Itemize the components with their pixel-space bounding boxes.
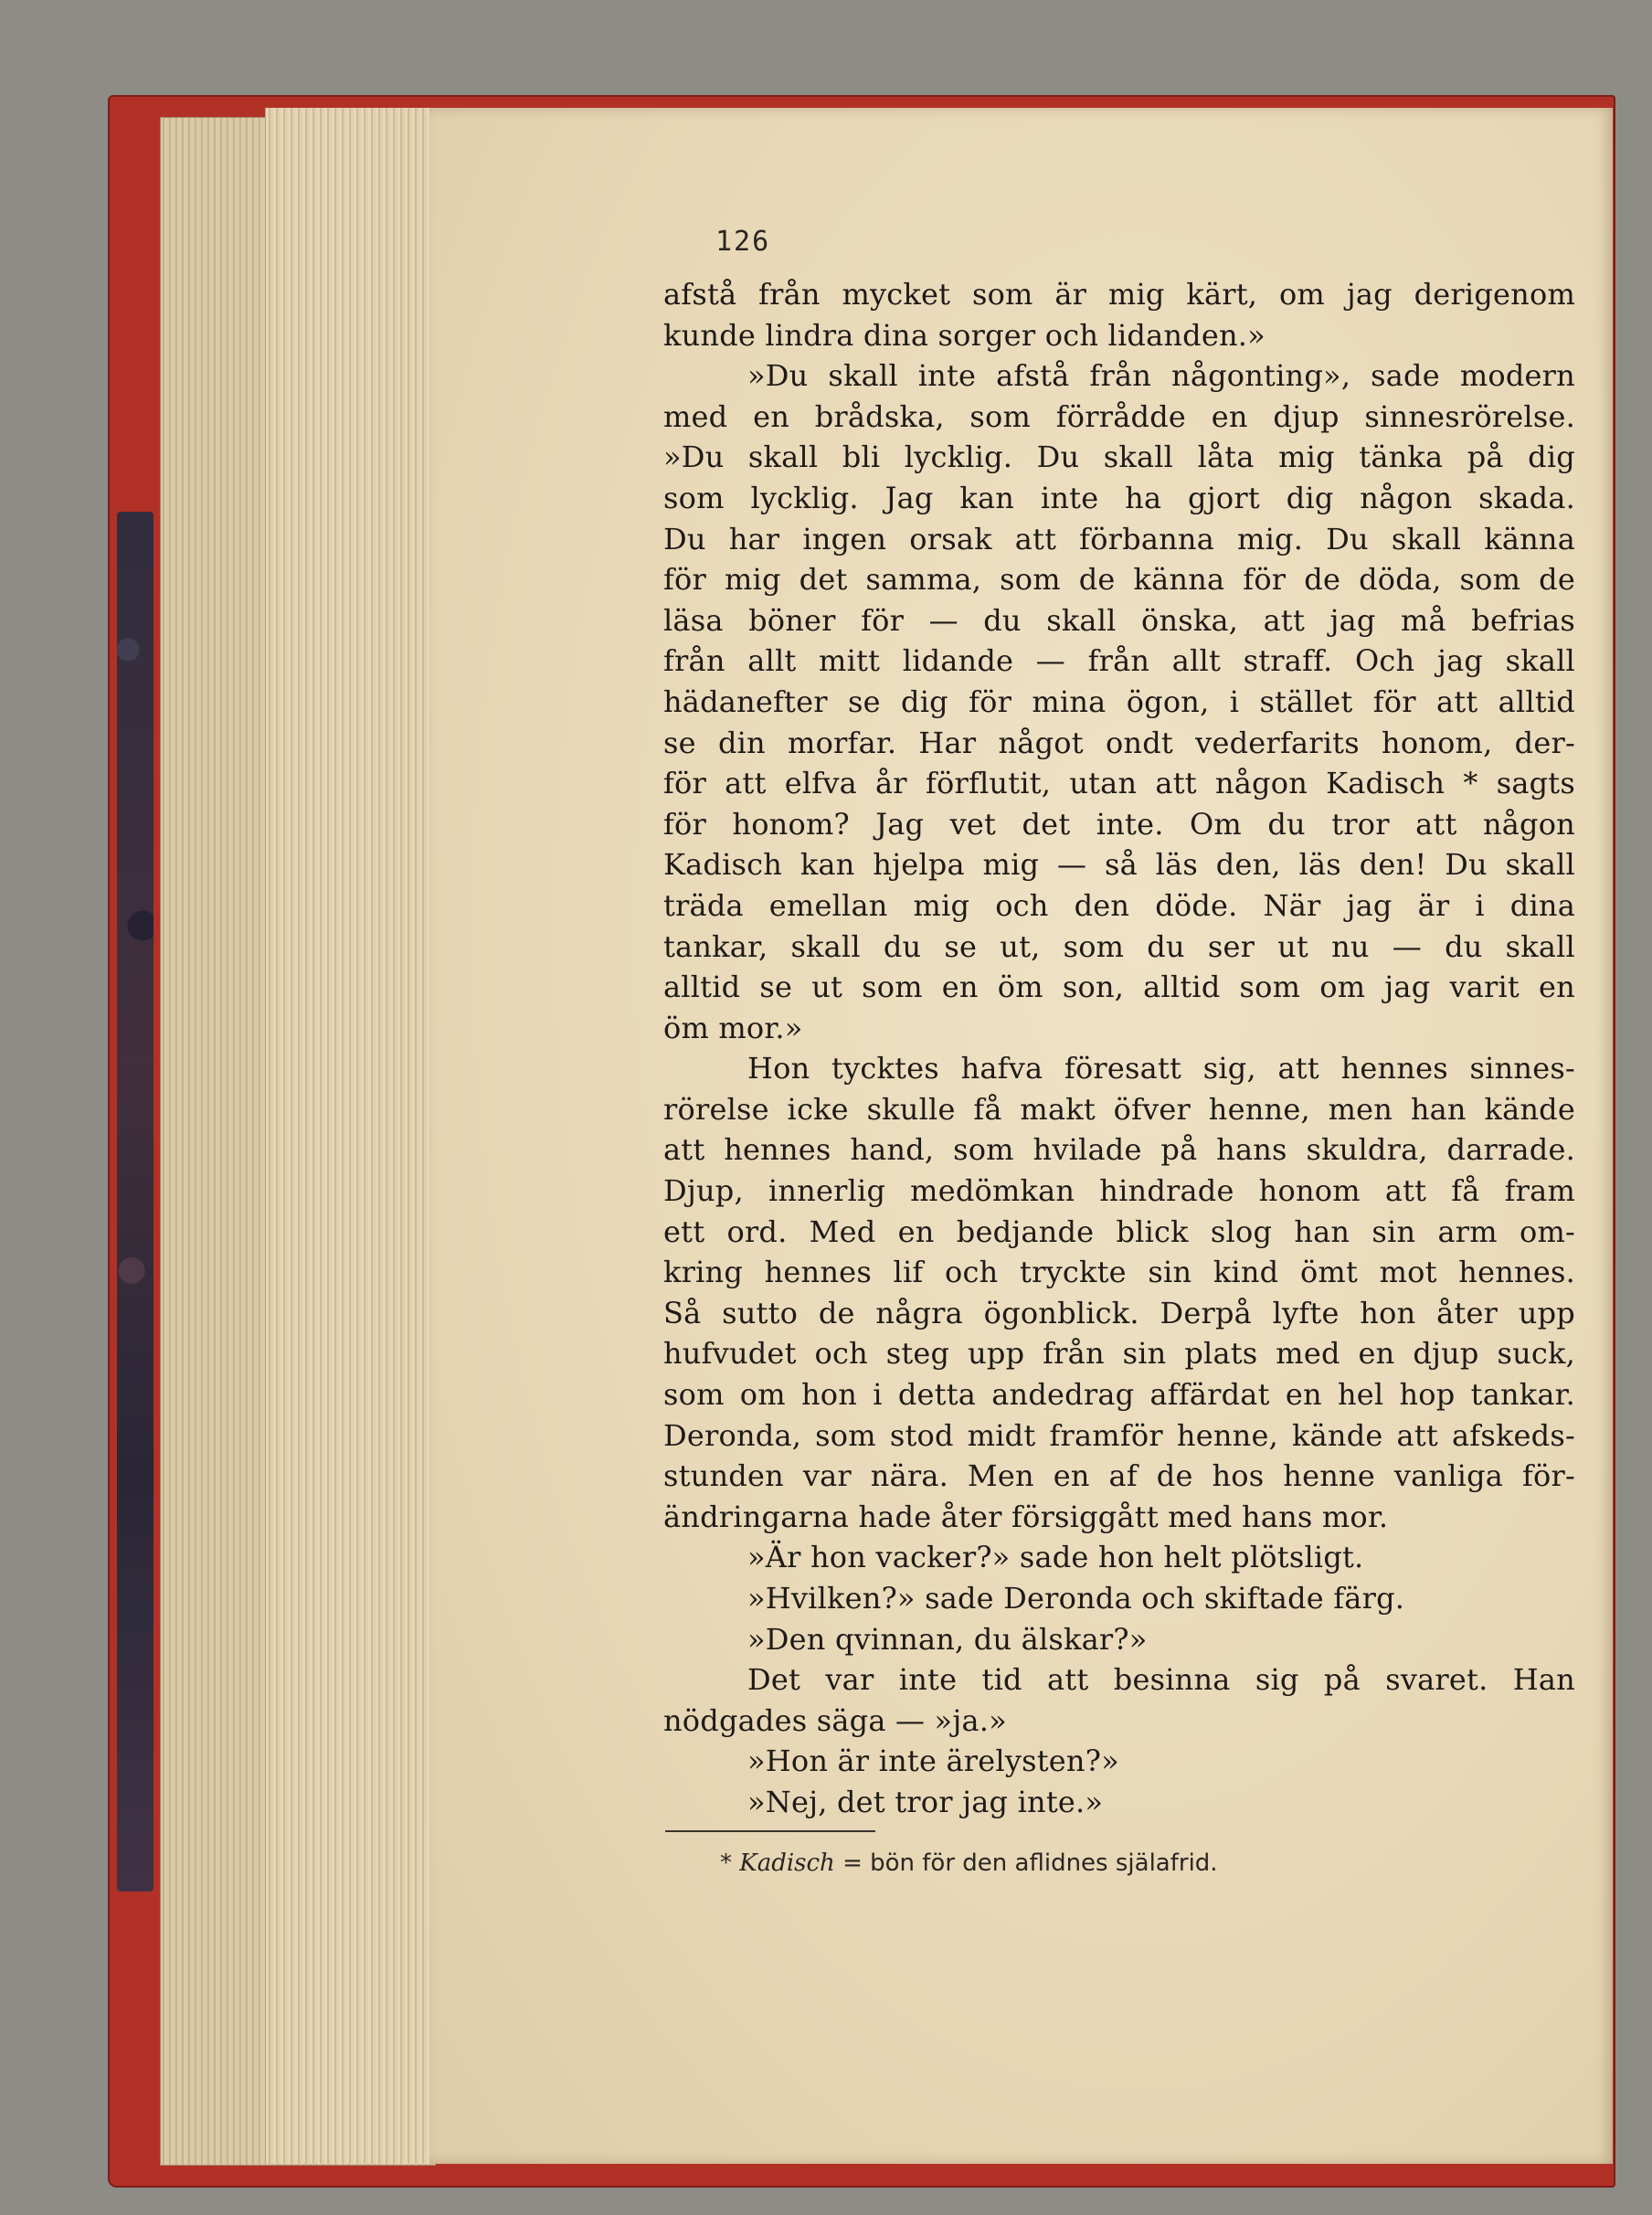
page-stack-inner — [265, 108, 449, 2164]
text-line: »Du skall bli lycklig. Du skall låta mig tänka på dig — [663, 440, 1575, 475]
text-line: ett ord. Med en bedjande blick slog han sin arm om- — [663, 1213, 1575, 1249]
text-line: »Hvilken?» sade Deronda och skiftade färg. — [747, 1581, 1405, 1616]
footnote — [720, 1849, 1218, 1877]
text-line: alltid se ut som en öm son, alltid som om jag varit en — [663, 970, 1575, 1005]
text-line: kring hennes lif och tryckte sin kind ömt mot hennes. — [663, 1255, 1575, 1290]
text-line: »Du skall inte afstå från någonting», sade modern — [747, 358, 1575, 394]
text-line: kunde lindra dina sorger och lidanden.» — [663, 317, 1265, 353]
text-line: för att elfva år förflutit, utan att någon Kadisch * sagts — [663, 766, 1575, 801]
text-line: hufvudet och steg upp från sin plats med en djup suck, — [663, 1336, 1575, 1372]
footnote-term: Kadisch — [739, 1849, 843, 1877]
text-line: se din morfar. Har något ondt vederfarits honom, der- — [663, 725, 1575, 760]
text-line: som om hon i detta andedrag affärdat en hel hop tankar. — [663, 1377, 1575, 1413]
marbled-spine-edge — [117, 512, 154, 1892]
text-line: ändringarna hade åter försiggått med hans mor. — [663, 1499, 1389, 1534]
text-line: att hennes hand, som hvilade på hans skuldra, darrade. — [663, 1132, 1575, 1168]
text-line: »Är hon vacker?» sade hon helt plötsligt. — [747, 1540, 1364, 1575]
text-line: Du har ingen orsak att förbanna mig. Du skall känna — [663, 521, 1575, 556]
text-line: Deronda, som stod midt framför henne, kände att afskeds- — [663, 1417, 1575, 1453]
text-line: nödgades säga — »ja.» — [663, 1702, 1007, 1738]
text-line: Hon tycktes hafva föresatt sig, att hennes sinnes- — [747, 1051, 1575, 1086]
text-line: »Den qvinnan, du älskar?» — [747, 1621, 1148, 1657]
text-line: träda emellan mig och den döde. När jag är i dina — [663, 887, 1575, 923]
footnote-marker: * — [720, 1849, 740, 1877]
text-line: »Hon är inte ärelysten?» — [747, 1743, 1119, 1779]
text-line: för mig det samma, som de känna för de döda, som de — [663, 562, 1575, 598]
footnote-definition: = bön för den aflidnes själafrid. — [842, 1849, 1218, 1877]
text-line: Djup, innerlig medömkan hindrade honom att få fram — [663, 1173, 1575, 1209]
page-body-text — [663, 274, 1575, 1823]
text-line: öm mor.» — [663, 1010, 803, 1045]
text-line: »Nej, det tror jag inte.» — [747, 1784, 1104, 1819]
footnote-rule — [665, 1830, 875, 1832]
text-line: för honom? Jag vet det inte. Om du tror att någon — [663, 806, 1575, 842]
page-number: 126 — [715, 226, 771, 258]
text-line: som lycklig. Jag kan inte ha gjort dig någon skada. — [663, 480, 1575, 515]
text-line: tankar, skall du se ut, som du ser ut nu — du skall — [663, 928, 1575, 964]
text-line: med en brådska, som förrådde en djup sinnesrörelse. — [663, 398, 1575, 434]
text-line: rörelse icke skulle få makt öfver henne, men han kände — [663, 1091, 1575, 1127]
text-line: från allt mitt lidande — från allt straff. Och jag skall — [663, 643, 1575, 679]
text-line: läsa böner för — du skall önska, att jag må befrias — [663, 602, 1575, 638]
text-line: Kadisch kan hjelpa mig — så läs den, läs den! Du skall — [663, 847, 1575, 883]
text-line: afstå från mycket som är mig kärt, om jag derigenom — [663, 277, 1575, 312]
text-line: Så sutto de några ögonblick. Derpå lyfte hon åter upp — [663, 1295, 1575, 1330]
text-line: Det var inte tid att besinna sig på svaret. Han — [747, 1662, 1575, 1698]
text-line: hädanefter se dig för mina ögon, i stället för att alltid — [663, 684, 1575, 719]
text-line: stunden var nära. Men en af de hos henne vanliga för- — [663, 1458, 1575, 1494]
